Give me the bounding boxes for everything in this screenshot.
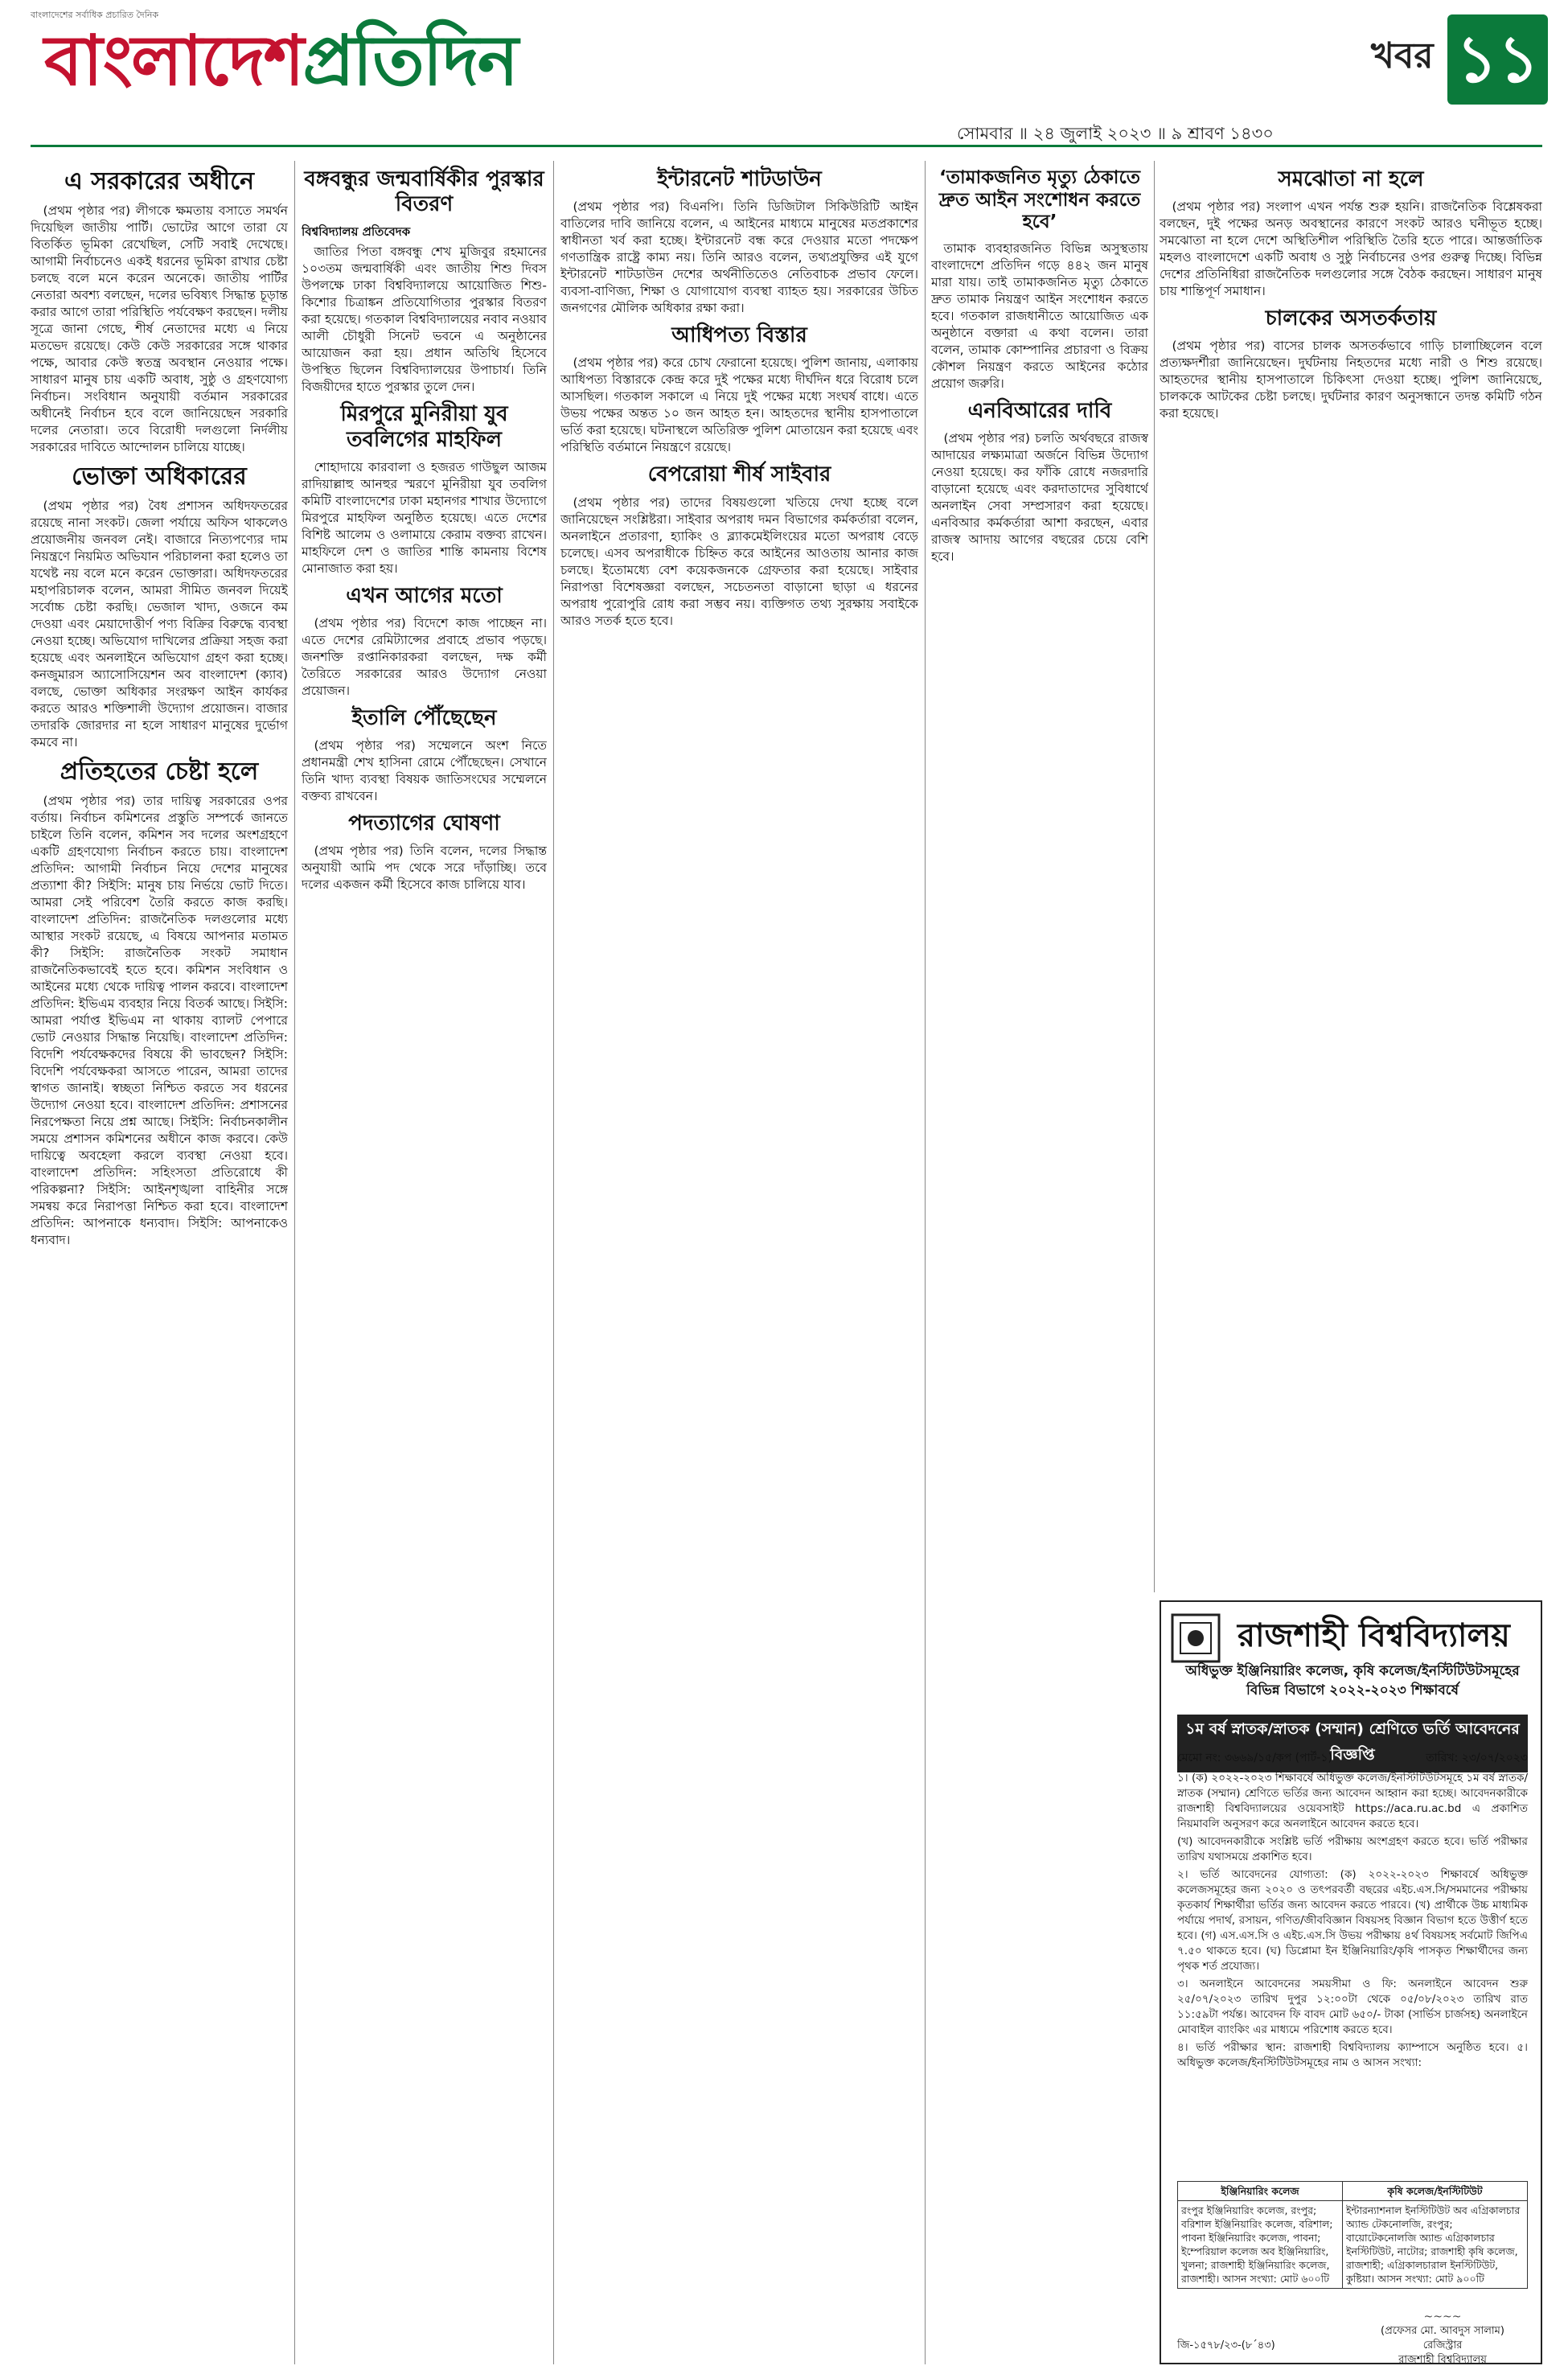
headline-tobacco[interactable]: ‘তামাকজনিত মৃত্যু ঠেকাতে দ্রুত আইন সংশোধন করতে হবে’ [938,167,1141,233]
column-divider [925,161,926,2364]
article-cyber-text: (প্রথম পৃষ্ঠার পর) তাদের বিষয়গুলো খতিয়ে দেখা হচ্ছে বলে জানিয়েছেন সংশ্লিষ্টরা। সাইবার অপরাধ দমন বিভাগের কর্মকর্তারা বলেন, অনলাইনে প্রতারণা, হ্যাকিং ও ব্ল্যাকমেইলিংয়ের মতো অপরাধ বেড়ে চলেছে। এসব অপরাধীকে চিহ্নিত করে আইনের আওতায় আনার কাজ চলছে। ইতোমধ্যে বেশ কয়েকজনকে গ্রেফতার করা হয়েছে। সাইবার নিরাপত্তা বিশেষজ্ঞরা বলছেন, সচেতনতা বাড়ানো ছাড়া এ ধরনের অপরাধ পুরোপুরি রোধ করা সম্ভব নয়। ব্যক্তিগত তথ্য সুরক্ষায় সবাইকে আরও সতর্ক হতে হবে। [560,495,918,628]
article-award-text: জাতির পিতা বঙ্গবন্ধু শেখ মুজিবুর রহমানের ১০৩তম জন্মবার্ষিকী এবং জাতীয় শিশু দিবস উপলক্ষে ঢাকা বিশ্ববিদ্যালয়ে আয়োজিত শিশু-কিশোর চিত্রাঙ্কন প্রতিযোগিতার পুরস্কার বিতরণ করা হয়েছে। গতকাল বিশ্ববিদ্যালয়ের নবাব নওয়াব আলী চৌধুরী সিনেট ভবনে এ অনুষ্ঠানের আয়োজন করা হয়। প্রধান অতিথি হিসেবে উপস্থিত ছিলেন বিশ্ববিদ্যালয়ের উপাচার্য। তিনি বিজয়ীদের হাতে পুরস্কার তুলে দেন। [302,244,547,395]
headline-nbr[interactable]: এনবিআরের দাবি [967,398,1112,423]
headline-dominance[interactable]: আধিপত্য বিস্তার [671,323,807,348]
signatory-org: রাজশাহী বিশ্ববিদ্যালয় [1398,2354,1487,2366]
ad-para-3: ২। ভর্তি আবেদনের যোগ্যতা: (ক) ২০২২-২০২৩ শিক্ষাবর্ষে অধিভুক্ত কলেজসমূহের জন্য ২০২০ ও তৎপরবর্তী বছরের এইচ.এস.সি/সমমানের পরীক্ষায় কৃতকার্য শিক্ষার্থীরা ভর্তির জন্য আবেদন করতে পারবে। (খ) প্রার্থীকে উচ্চ মাধ্যমিক পর্যায়ে পদার্থ, রসায়ন, গণিত/জীববিজ্ঞান বিষয়সহ বিজ্ঞান বিভাগ হতে উত্তীর্ণ হতে হবে। (গ) এস.এস.সি ও এইচ.এস.সি উভয় পরীক্ষায় ৪র্থ বিষয়সহ সর্বমোট জিপিএ ৭.৫০ থাকতে হবে। (ঘ) ডিপ্লোমা ইন ইঞ্জিনিয়ারিং/কৃষি পাসকৃত শিক্ষার্থীদের জন্য পৃথক শর্ত প্রযোজ্য। [1177,1868,1528,1973]
ad-ref-date: তারিখ: ২৩/০৭/২০২৩ [1426,1752,1528,1764]
article-govt-text: (প্রথম পৃষ্ঠার পর) লীগকে ক্ষমতায় বসাতে সমর্থন দিয়েছিল জাতীয় পার্টি। ভোটের আগে তারা যে বিতর্কিত ভূমিকা রেখেছিল, সেটি সবাই দেখেছে। আগামী নির্বাচনেও একই ধরনের ভূমিকা রাখার চেষ্টা চলছে বলে মনে করেন অনেকে। জাতীয় পার্টির নেতারা অবশ্য বলছেন, দলের ভবিষ্যৎ সিদ্ধান্ত চূড়ান্ত করার আগে তারা পরিস্থিতি পর্যবেক্ষণ করছেন। দলীয় সূত্রে জানা গেছে, শীর্ষ নেতাদের মধ্যে এ নিয়ে মতভেদ রয়েছে। কেউ কেউ সরকারের সঙ্গে থাকার পক্ষে, আবার কেউ স্বতন্ত্র অবস্থান নেওয়ার পক্ষে। সাধারণ মানুষ চায় একটি অবাধ, সুষ্ঠু ও গ্রহণযোগ্য নির্বাচন। সংবিধান অনুযায়ী বর্তমান সরকারের অধীনেই নির্বাচন হবে বলে জানিয়েছেন সরকারি দলের নেতারা। তবে বিরোধী দলগুলো নির্দলীয় সরকারের দাবিতে আন্দোলন চালিয়ে যাচ্ছে। [31,203,288,454]
column-divider [553,161,554,2364]
article-resist-text: (প্রথম পৃষ্ঠার পর) তার দায়িত্ব সরকারের ওপর বর্তায়। নির্বাচন কমিশনের প্রস্তুতি সম্পর্কে জানতে চাইলে তিনি বলেন, কমিশন সব দলের অংশগ্রহণে একটি গ্রহণযোগ্য নির্বাচন করতে চায়। বাংলাদেশ প্রতিদিন: আগামী নির্বাচন নিয়ে দেশের মানুষের প্রত্যাশা কী? সিইসি: মানুষ চায় নির্ভয়ে ভোট দিতে। আমরা সেই পরিবেশ তৈরি করতে কাজ করছি। বাংলাদেশ প্রতিদিন: রাজনৈতিক দলগুলোর মধ্যে আস্থার সংকট রয়েছে, এ বিষয়ে আপনার মতামত কী? সিইসি: রাজনৈতিক সংকট সমাধান রাজনৈতিকভাবেই হতে হবে। কমিশন সংবিধান ও আইনের মধ্যে থেকে দায়িত্ব পালন করবে। বাংলাদেশ প্রতিদিন: ইভিএম ব্যবহার নিয়ে বিতর্ক আছে। সিইসি: আমরা পর্যাপ্ত ইভিএম না থাকায় ব্যালট পেপারে ভোট নেওয়ার সিদ্ধান্ত নিয়েছি। বাংলাদেশ প্রতিদিন: বিদেশি পর্যবেক্ষকদের বিষয়ে কী ভাবছেন? সিইসি: বিদেশি পর্যবেক্ষকরা আসতে পারেন, আমরা তাদের স্বাগত জানাই। স্বচ্ছতা নিশ্চিত করতে সব ধরনের উদ্যোগ নেওয়া হবে। বাংলাদেশ প্রতিদিন: প্রশাসনের নিরপেক্ষতা নিয়ে প্রশ্ন আছে। সিইসি: নির্বাচনকালীন সময়ে প্রশাসন কমিশনের অধীনে কাজ করবে। কেউ দায়িত্বে অবহেলা করলে ব্যবস্থা নেওয়া হবে। বাংলাদেশ প্রতিদিন: সহিংসতা প্রতিরোধে কী পরিকল্পনা? সিইসি: আইনশৃঙ্খলা বাহিনীর সঙ্গে সমন্বয় করে নিরাপত্তা নিশ্চিত করা হবে। বাংলাদেশ প্রতিদিন: আপনাকে ধন্যবাদ। সিইসি: আপনাকেও ধন্যবাদ। [31,794,288,1247]
headline-internet[interactable]: ইন্টারনেট শাটডাউন [657,167,822,191]
page-number-badge: ১১ [1447,14,1548,105]
table-cell-engineering: রংপুর ইঞ্জিনিয়ারিং কলেজ, রংপুর; বরিশাল ইঞ্জিনিয়ারিং কলেজ, বরিশাল; পাবনা ইঞ্জিনিয়ারিং কলেজ, পাবনা; ইম্পেরিয়াল কলেজ অব ইঞ্জিনিয়ারিং, খুলনা; রাজশাহী ইঞ্জিনিয়ারিং কলেজ, রাজশাহী। আসন সংখ্যা: মোট ৬০০টি [1178,2201,1343,2289]
newspaper-logo[interactable] [44,21,517,101]
ad-signature-block [1362,2310,1523,2368]
headline-award[interactable]: বঙ্গবন্ধুর জন্মবার্ষিকীর পুরস্কার বিতরণ [304,167,544,217]
column-1 [31,161,288,2364]
column-4 [931,161,1148,1592]
ad-body [1177,1771,1528,2073]
column-divider [294,161,295,2364]
article-italy-text: (প্রথম পৃষ্ঠার পর) সম্মেলনে অংশ নিতে প্রধানমন্ত্রী শেখ হাসিনা রোমে পৌঁছেছেন। সেখানে তিনি খাদ্য ব্যবস্থা বিষয়ক জাতিসংঘের সম্মেলনে বক্তব্য রাখবেন। [302,738,547,804]
university-seal-icon [1171,1613,1221,1663]
ad-college-table [1177,2181,1528,2289]
brand-part-2: প্রতিদিন [302,21,517,101]
university-admission-ad [1160,1600,1542,2364]
ad-subtitle: অধিভুক্ত ইঞ্জিনিয়ারিং কলেজ, কৃষি কলেজ/ইনস্টিটিউটসমূহের বিভিন্ন বিভাগে ২০২২-২০২৩ শিক্ষাবর্ষে [1185,1663,1520,1698]
ad-code: জি-১৫৭৮/২৩-(৮´৪৩) [1177,2339,1275,2351]
article-now-text: (প্রথম পৃষ্ঠার পর) বিদেশে কাজ পাচ্ছেন না। এতে দেশের রেমিট্যান্সের প্রবাহে প্রভাব পড়ছে। জনশক্তি রপ্তানিকারকরা বলছেন, দক্ষ কর্মী তৈরিতে সরকারের আরও উদ্যোগ নেওয়া প্রয়োজন। [302,615,547,698]
article-consumer-text: (প্রথম পৃষ্ঠার পর) বৈধ প্রশাসন অধিদফতরের রয়েছে নানা সংকট। জেলা পর্যায়ে অফিস থাকলেও প্রয়োজনীয় জনবল নেই। বাজারে নিত্যপণ্যের দাম নিয়ন্ত্রণে নিয়মিত অভিযান পরিচালনা করা হলেও তা যথেষ্ট নয় বলে মনে করেন ভোক্তারা। অধিদফতরের মহাপরিচালক বলেন, আমরা সীমিত জনবল দিয়েই সর্বোচ্চ চেষ্টা করছি। ভেজাল খাদ্য, ওজনে কম দেওয়া এবং মেয়াদোত্তীর্ণ পণ্য বিক্রির বিরুদ্ধে ব্যবস্থা নেওয়া হচ্ছে। অভিযোগ দাখিলের প্রক্রিয়া সহজ করা হয়েছে এবং অনলাইনে অভিযোগ গ্রহণ করা হচ্ছে। কনজুমারস অ্যাসোসিয়েশন অব বাংলাদেশ (ক্যাব) বলছে, ভোক্তা অধিকার সংরক্ষণ আইন কার্যকর করতে আরও শক্তিশালী উদ্যোগ প্রয়োজন। বাজার তদারকি জোরদার না হলে সাধারণ মানুষের দুর্ভোগ কমবে না। [31,499,288,750]
headline-govt[interactable]: এ সরকারের অধীনে [64,167,255,195]
article-nbr-text: (প্রথম পৃষ্ঠার পর) চলতি অর্থবছরে রাজস্ব আদায়ের লক্ষ্যমাত্রা অর্জনে বিভিন্ন উদ্যোগ নেওয়া হয়েছে। কর ফাঁকি রোধে নজরদারি বাড়ানো হয়েছে এবং করদাতাদের সুবিধার্থে অনলাইন সেবা সম্প্রসারণ করা হয়েছে। এনবিআর কর্মকর্তারা আশা করছেন, এবার রাজস্ব আদায় আগের বছরের চেয়ে বেশি হবে। [931,430,1148,564]
ad-para-5: ৪। ভর্তি পরীক্ষার স্থান: রাজশাহী বিশ্ববিদ্যালয় ক্যাম্পাসে অনুষ্ঠিত হবে। ৫। অধিভুক্ত কলেজ/ইনস্টিটিউটসমূহের নাম ও আসন সংখ্যা: [1177,2041,1528,2069]
masthead [0,0,1568,161]
column-2 [302,161,547,2364]
table-header-agriculture: কৃষি কলেজ/ইনস্টিটিউট [1343,2182,1528,2201]
table-header-engineering: ইঞ্জিনিয়ারিং কলেজ [1178,2182,1343,2201]
headline-consensus[interactable]: সমঝোতা না হলে [1278,167,1424,191]
headline-now[interactable]: এখন আগের মতো [346,583,503,608]
signatory-role: রেজিস্ট্রার [1422,2339,1463,2351]
column-3 [560,161,918,2364]
ad-ref-no: মেমো নং: ৩৬৬৯/১৫/কপ (পার্ট-১) [1177,1752,1332,1764]
article-dominance-text: (প্রথম পৃষ্ঠার পর) করে চোখ ফেরানো হয়েছে। পুলিশ জানায়, এলাকায় আধিপত্য বিস্তারকে কেন্দ্র করে দুই পক্ষের মধ্যে দীর্ঘদিন ধরে বিরোধ চলে আসছিল। গতকাল সকালে এ নিয়ে দুই পক্ষের মধ্যে সংঘর্ষ বাধে। এতে উভয় পক্ষের অন্তত ১০ জন আহত হন। আহতদের স্থানীয় হাসপাতালে ভর্তি করা হয়েছে। ঘটনাস্থলে অতিরিক্ত পুলিশ মোতায়েন করা হয়েছে এবং পরিস্থিতি বর্তমানে নিয়ন্ত্রণে রয়েছে। [560,355,918,455]
headline-resign[interactable]: পদত্যাগের ঘোষণা [348,811,500,836]
byline-award: বিশ্ববিদ্যালয় প্রতিবেদক [302,224,411,240]
headline-mahfil[interactable]: মিরপুরে মুনিরীয়া যুব তবলিগের মাহফিল [340,402,508,452]
ad-reference [1177,1748,1528,1768]
signatory-name: (প্রফেসর মো. আবদুস সালাম) [1381,2325,1504,2337]
tagline: বাংলাদেশের সর্বাধিক প্রচারিত দৈনিক [31,10,159,20]
dateline: সোমবার ॥ ২৪ জুলাই ২০২৩ ॥ ৯ শ্রাবণ ১৪৩০ [957,124,1274,143]
section-name: খবর [1371,35,1434,76]
brand-part-1: বাংলাদেশ [44,21,303,101]
ad-para-4: ৩। অনলাইনে আবেদনের সময়সীমা ও ফি: অনলাইনে আবেদন শুরু ২৫/০৭/২০২৩ তারিখ দুপুর ১২:০০টা থেকে ০৫/০৮/২০২৩ তারিখ রাত ১১:৫৯টা পর্যন্ত। আবেদন ফি বাবদ মোট ৬৫০/- টাকা (সার্ভিস চার্জসহ) অনলাইনে মোবাইল ব্যাংকিং এর মাধ্যমে পরিশোধ করতে হবে। [1177,1978,1528,2036]
signature-mark: ~~~~ [1423,2310,1462,2323]
headline-resist[interactable]: প্রতিহতের চেষ্টা হলে [60,758,259,786]
headline-cyber[interactable]: বেপরোয়া শীর্ষ সাইবার [647,462,831,487]
article-consensus-text: (প্রথম পৃষ্ঠার পর) সংলাপ এখন পর্যন্ত শুরু হয়নি। রাজনৈতিক বিশ্লেষকরা বলছেন, দুই পক্ষের অনড় অবস্থানের কারণে সংকট আরও ঘনীভূত হচ্ছে। সমঝোতা না হলে দেশে অস্থিতিশীল পরিস্থিতি তৈরি হতে পারে। আন্তর্জাতিক মহলও বাংলাদেশে একটি অবাধ ও সুষ্ঠু নির্বাচনের ওপর গুরুত্ব দিচ্ছে। বিভিন্ন দেশের প্রতিনিধিরা রাজনৈতিক দলগুলোর সঙ্গে বৈঠক করছেন। সাধারণ মানুষ চায় শান্তিপূর্ণ সমাধান। [1160,199,1542,299]
ad-banner: ১ম বর্ষ স্নাতক/স্নাতক (সম্মান) শ্রেণিতে ভর্তি আবেদনের বিজ্ঞপ্তি [1177,1715,1528,1772]
masthead-rule [31,145,1542,147]
column-5 [1160,161,1542,1592]
headline-consumer[interactable]: ভোক্তা অধিকারের [72,462,247,491]
column-divider [1154,161,1155,1592]
headline-italy[interactable]: ইতালি পৌঁছেছেন [351,705,497,730]
article-resign-text: (প্রথম পৃষ্ঠার পর) তিনি বলেন, দলের সিদ্ধান্ত অনুযায়ী আমি পদ থেকে সরে দাঁড়াচ্ছি। তবে দলের একজন কর্মী হিসেবে কাজ চালিয়ে যাব। [302,844,547,893]
ad-para-1: ১। (ক) ২০২২-২০২৩ শিক্ষাবর্ষে অধিভুক্ত কলেজ/ইনস্টিটিউটসমূহে ১ম বর্ষ স্নাতক/স্নাতক (সম্মান) শ্রেণিতে ভর্তির জন্য আবেদন আহ্বান করা হচ্ছে। আবেদনকারীকে রাজশাহী বিশ্ববিদ্যালয়ের ওয়েবসাইট https://aca.ru.ac.bd এ প্রকাশিত নিয়মাবলি অনুসরণ করে অনলাইনে আবেদন করতে হবে। [1177,1772,1528,1830]
article-driver-text: (প্রথম পৃষ্ঠার পর) বাসের চালক অসতর্কভাবে গাড়ি চালাচ্ছিলেন বলে প্রত্যক্ষদর্শীরা জানিয়েছেন। দুর্ঘটনায় নিহতদের মধ্যে নারী ও শিশু রয়েছে। আহতদের স্থানীয় হাসপাতালে চিকিৎসা দেওয়া হচ্ছে। পুলিশ জানিয়েছে, চালককে আটকের চেষ্টা চলছে। দুর্ঘটনার কারণ অনুসন্ধানে তদন্ত কমিটি গঠন করা হয়েছে। [1160,339,1542,421]
article-tobacco-text: তামাক ব্যবহারজনিত বিভিন্ন অসুস্থতায় বাংলাদেশে প্রতিদিন গড়ে ৪৪২ জন মানুষ মারা যায়। তাই তামাকজনিত মৃত্যু ঠেকাতে দ্রুত তামাক নিয়ন্ত্রণ আইন সংশোধন করতে হবে। গতকাল রাজধানীতে আয়োজিত এক অনুষ্ঠানে বক্তারা এ কথা বলেন। তারা বলেন, তামাক কোম্পানির প্রচারণা ও বিক্রয় কৌশল নিয়ন্ত্রণ করতে আইনের কঠোর প্রয়োগ জরুরি। [931,240,1148,391]
article-internet-text: (প্রথম পৃষ্ঠার পর) বিএনপি। তিনি ডিজিটাল সিকিউরিটি আইন বাতিলের দাবি জানিয়ে বলেন, এ আইনের মাধ্যমে মানুষের মতপ্রকাশের স্বাধীনতা খর্ব করা হচ্ছে। ইন্টারনেট বন্ধ করে দেওয়ার মতো পদক্ষেপ গণতান্ত্রিক রাষ্ট্রে কাম্য নয়। তিনি আরও বলেন, তথ্যপ্রযুক্তির এই যুগে ইন্টারনেট শাটডাউন দেশের অর্থনীতিতেও নেতিবাচক প্রভাব ফেলে। ব্যবসা-বাণিজ্য, শিক্ষা ও যোগাযোগ ব্যবস্থা ব্যাহত হয়। সরকারের উচিত জনগণের মৌলিক অধিকার রক্ষা করা। [560,199,918,316]
article-mahfil-text: শোহাদায়ে কারবালা ও হজরত গাউছুল আজম রাদিয়াল্লাহু আনহুর স্মরণে মুনিরীয়া যুব তবলিগ কমিটি বাংলাদেশের ঢাকা মহানগর শাখার উদ্যোগে মিরপুরে মাহফিল অনুষ্ঠিত হয়েছে। এতে দেশের বিশিষ্ট আলেম ও ওলামায়ে কেরাম বক্তব্য রাখেন। মাহফিলে দেশ ও জাতির শান্তি কামনায় বিশেষ মোনাজাত করা হয়। [302,459,547,576]
ad-title: রাজশাহী বিশ্ববিদ্যালয় [1238,1617,1510,1654]
ad-para-2: (খ) আবেদনকারীকে সংশ্লিষ্ট ভর্তি পরীক্ষায় অংশগ্রহণ করতে হবে। ভর্তি পরীক্ষার তারিখ যথাসময়ে প্রকাশিত হবে। [1177,1835,1528,1863]
headline-driver[interactable]: চালকের অসতর্কতায় [1265,306,1437,331]
table-cell-agriculture: ইন্টারন্যাশনাল ইনস্টিটিউট অব এগ্রিকালচার অ্যান্ড টেকনোলজি, রংপুর; বায়োটেকনোলজি অ্যান্ড এগ্রিকালচার ইনস্টিটিউট, নাটোর; রাজশাহী কৃষি কলেজ, রাজশাহী; এগ্রিকালচারাল ইনস্টিটিউট, কুষ্টিয়া। আসন সংখ্যা: মোট ৯০০টি [1343,2201,1528,2289]
